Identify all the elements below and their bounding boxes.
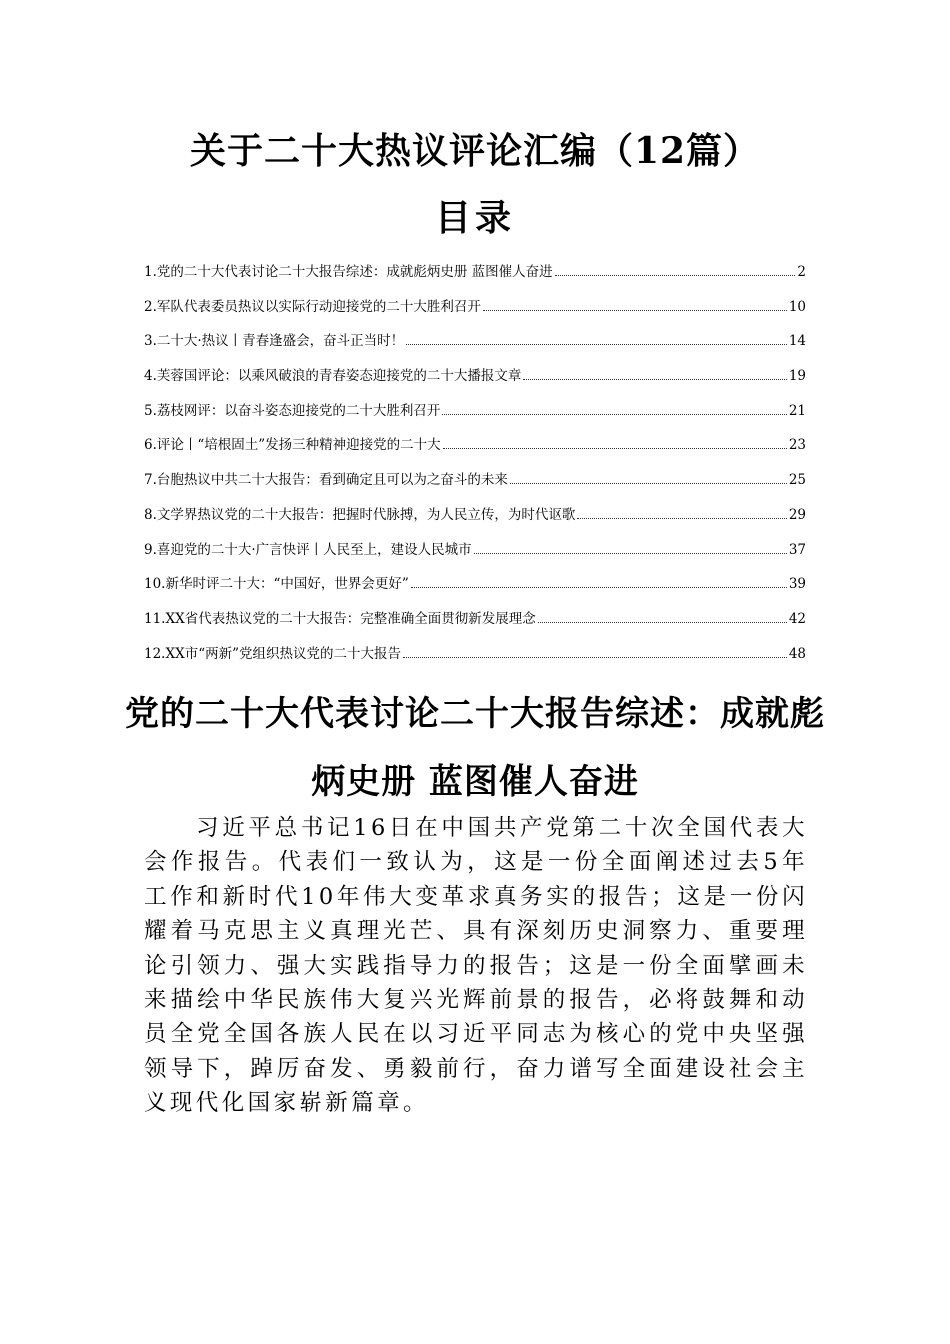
toc-entry-page: 2 [797, 264, 806, 280]
toc-entry-page: 10 [788, 298, 806, 315]
article-paragraph: 习近平总书记16日在中国共产党第二十次全国代表大会作报告。代表们一致认为，这是一份全面阐述过去5年工作和新时代10年伟大变革求真务实的报告；这是一份闪耀着马克思主义真理光芒、具有深刻历史洞察力、重要理论引领力、强大实践指导力的报告；这是一份全面擘画未来描绘中华民族伟大复兴光辉前景的报告，必将鼓舞和动员全党全国各族人民在以习近平同志为核心的党中央坚强领导下，踔厉奋发、勇毅前行，奋力谱写全面建设社会主义现代化国家崭新篇章。 [144, 815, 808, 1117]
toc-entry-page: 39 [788, 576, 806, 593]
toc-entry-label: 10.新华时评二十大：“中国好，世界会更好” [144, 576, 409, 593]
toc-entry-label: 3.二十大·热议丨青春逢盛会，奋斗正当时！ [144, 333, 405, 350]
toc-entry-3[interactable] [144, 331, 806, 366]
toc-entry-label: 9.喜迎党的二十大·广言快评丨人民至上，建设人民城市 [144, 541, 472, 558]
toc-dot-leader [577, 518, 786, 519]
toc-dot-leader [411, 587, 787, 588]
toc-entry-label: 12.XX市“两新”党组织热议党的二十大报告 [144, 645, 401, 662]
toc-entry-2[interactable] [144, 297, 806, 332]
article-title: 党的二十大代表讨论二十大报告综述：成就彪炳史册 蓝图催人奋进 [125, 694, 825, 802]
toc-entry-12[interactable] [144, 644, 806, 679]
toc-entry-label: 6.评论丨“培根固土”发扬三种精神迎接党的二十大 [144, 437, 441, 454]
toc-entry-label: 2.军队代表委员热议以实际行动迎接党的二十大胜利召开 [144, 298, 481, 315]
toc-heading: 目录 [434, 197, 515, 239]
toc-entry-11[interactable] [144, 609, 806, 644]
toc-entry-7[interactable] [144, 470, 806, 505]
toc-entry-label: 1.党的二十大代表讨论二十大报告综述：成就彪炳史册 蓝图催人奋进 [144, 264, 553, 280]
toc-dot-leader [442, 414, 786, 415]
toc-entry-5[interactable] [144, 401, 806, 436]
toc-entry-label: 8.文学界热议党的二十大报告：把握时代脉搏，为人民立传，为时代讴歌 [144, 506, 576, 523]
toc-entry-4[interactable] [144, 366, 806, 401]
toc-entry-8[interactable] [144, 505, 806, 540]
toc-entry-6[interactable] [144, 435, 806, 470]
table-of-contents [144, 262, 806, 678]
toc-dot-leader [474, 553, 787, 554]
toc-entry-label: 5.荔枝网评：以奋斗姿态迎接党的二十大胜利召开 [144, 402, 441, 419]
toc-entry-page: 23 [788, 437, 806, 454]
toc-entry-page: 29 [788, 506, 806, 523]
toc-dot-leader [555, 275, 796, 276]
toc-dot-leader [403, 657, 787, 658]
toc-entry-label: 7.台胞热议中共二十大报告：看到确定且可以为之奋斗的未来 [144, 472, 508, 489]
toc-entry-page: 48 [788, 645, 806, 662]
toc-entry-page: 21 [788, 402, 806, 419]
toc-entry-page: 14 [788, 333, 806, 350]
toc-entry-label: 11.XX省代表热议党的二十大报告：完整准确全面贯彻新发展理念 [144, 610, 536, 627]
toc-dot-leader [483, 310, 787, 311]
toc-dot-leader [523, 379, 786, 380]
toc-entry-page: 25 [788, 472, 806, 489]
toc-entry-label: 4.芙蓉国评论：以乘风破浪的青春姿态迎接党的二十大播报文章 [144, 368, 522, 385]
toc-dot-leader [443, 448, 787, 449]
toc-entry-page: 42 [788, 610, 806, 627]
toc-entry-1[interactable] [144, 262, 806, 297]
document-title: 关于二十大热议评论汇编（12篇） [189, 130, 761, 172]
toc-dot-leader [510, 483, 787, 484]
toc-entry-page: 19 [788, 368, 806, 385]
toc-entry-page: 37 [788, 541, 806, 558]
toc-dot-leader [538, 622, 787, 623]
toc-entry-10[interactable] [144, 574, 806, 609]
toc-entry-9[interactable] [144, 540, 806, 575]
toc-dot-leader [406, 344, 787, 345]
